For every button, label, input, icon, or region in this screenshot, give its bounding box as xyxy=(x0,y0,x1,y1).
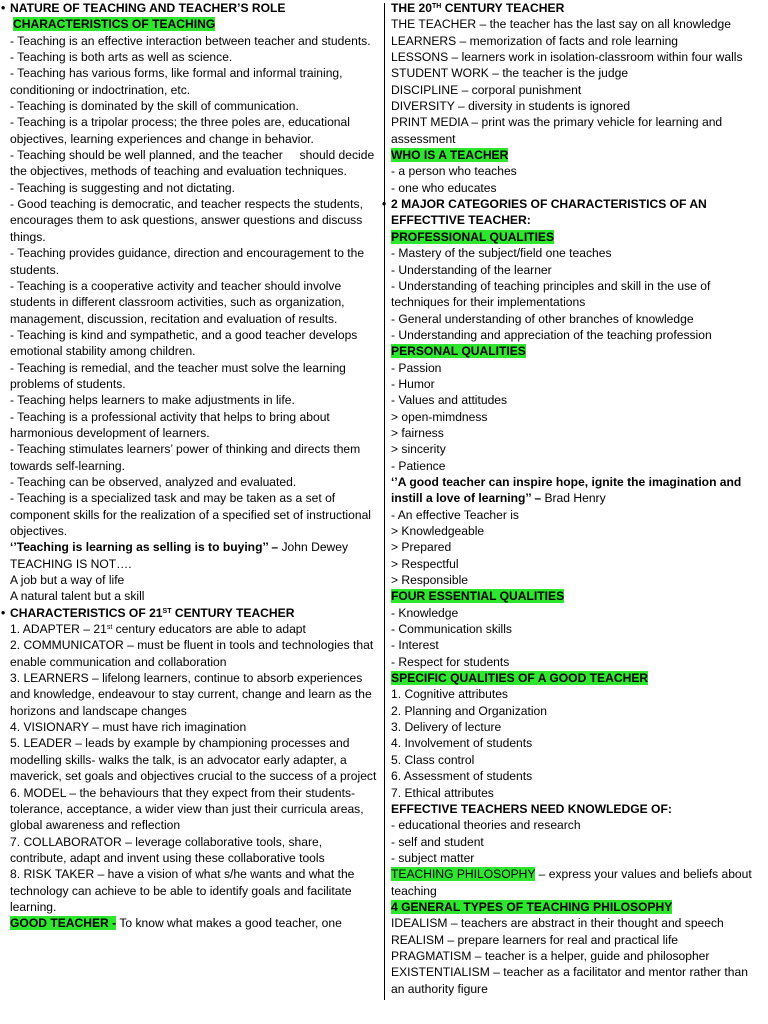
good-teacher-line: GOOD TEACHER - To know what makes a good teacher, one xyxy=(10,916,342,931)
list-item: - Knowledge xyxy=(391,605,459,620)
who-heading: WHO IS A TEACHER xyxy=(391,148,509,163)
list-item: A job but a way of life xyxy=(10,573,125,588)
list-item: 1. Cognitive attributes xyxy=(391,687,508,702)
list-item: - one who educates xyxy=(391,180,497,195)
quote-henry: ‘’A good teacher can inspire hope, ignite the imagination and instill a love of learning’’ – Brad Henry xyxy=(391,474,742,506)
list-item: REALISM – prepare learners for real and practical life xyxy=(391,932,679,947)
list-item: LEARNERS – memorization of facts and role learning xyxy=(391,33,679,48)
list-item: 7. Ethical attributes xyxy=(391,785,494,800)
list-item: THE TEACHER – the teacher has the last say on all knowledge xyxy=(391,17,731,32)
list-item: 2. COMMUNICATOR – must be fluent in tools and technologies that enable communication and collaboration xyxy=(10,638,374,669)
list-item: - subject matter xyxy=(391,850,475,865)
section-title: • NATURE OF TEACHING AND TEACHER’S ROLE xyxy=(1,1,286,15)
list-item: - Teaching is remedial, and the teacher must solve the learning problems of students. xyxy=(10,360,346,391)
list-item: - General understanding of other branches of knowledge xyxy=(391,311,694,326)
list-item: > Knowledgeable xyxy=(391,524,485,538)
c20-heading: THE 20TH CENTURY TEACHER xyxy=(391,1,565,15)
list-item: - Humor xyxy=(391,376,435,391)
list-item: - Understanding and appreciation of the teaching profession xyxy=(391,327,712,342)
list-item: - Teaching stimulates learners’ power of thinking and directs them towards self-learning. xyxy=(10,442,361,473)
list-item: A natural talent but a skill xyxy=(10,589,145,604)
list-item: - educational theories and research xyxy=(391,818,581,833)
characteristics-list xyxy=(10,33,380,540)
left-column xyxy=(1,0,380,932)
list-item: - Mastery of the subject/field one teaches xyxy=(391,246,612,261)
list-item: LESSONS – learners work in isolation-classroom within four walls xyxy=(391,50,743,65)
list-item: DISCIPLINE – corporal punishment xyxy=(391,82,582,97)
column-divider xyxy=(384,3,385,1000)
categories-heading: • 2 MAJOR CATEGORIES OF CHARACTERISTICS OF AN EFFECTTIVE TEACHER: xyxy=(382,197,707,228)
characteristics-heading: CHARACTERISTICS OF TEACHING xyxy=(13,17,216,32)
list-item: PRINT MEDIA – print was the primary vehicle for learning and assessment xyxy=(391,115,723,146)
professional-heading: PROFESSIONAL QUALITIES xyxy=(391,229,555,244)
list-item: - Teaching is an effective interaction between teacher and students. xyxy=(10,33,371,48)
list-item: 2. Planning and Organization xyxy=(391,703,547,718)
list-item: - Teaching is a professional activity that helps to bring about harmonious development of learners. xyxy=(10,409,330,440)
list-item: - Teaching is a specialized task and may be taken as a set of component skills for the realization of a specified set of instructional objectives. xyxy=(10,491,371,538)
list-item: 7. COLLABORATOR – leverage collaborative tools, share, contribute, adapt and invent using these collaborative tools xyxy=(10,834,325,865)
list-item: - Teaching is both arts as well as science. xyxy=(10,50,233,65)
list-item: > fairness xyxy=(391,425,444,440)
list-item: IDEALISM – teachers are abstract in their thought and speech xyxy=(391,916,724,931)
list-item: > Prepared xyxy=(391,540,452,555)
list-item: DIVERSITY – diversity in students is ignored xyxy=(391,99,631,114)
list-item: - Teaching can be observed, analyzed and evaluated. xyxy=(10,474,297,489)
list-item: 4. VISIONARY – must have rich imagination xyxy=(10,720,247,735)
list-item: - Respect for students xyxy=(391,654,510,669)
list-item: PRAGMATISM – teacher is a helper, guide and philosopher xyxy=(391,948,710,963)
right-column xyxy=(382,0,763,997)
list-item: - Patience xyxy=(391,458,446,473)
list-item: - Teaching is kind and sympathetic, and a good teacher develops emotional stability among children. xyxy=(10,327,358,359)
c21-heading: • CHARACTERISTICS OF 21ST CENTURY TEACHER xyxy=(1,605,295,620)
list-item: 5. Class control xyxy=(391,752,475,767)
list-item: - Understanding of the learner xyxy=(391,262,552,277)
list-item: 8. RISK TAKER – have a vision of what s/he wants and what the technology can achieve to be able to identify goals and facilitate learning. xyxy=(10,867,355,914)
list-item: 3. Delivery of lecture xyxy=(391,720,502,735)
list-item: - Teaching is suggesting and not dictating. xyxy=(10,180,236,195)
list-item: - Good teaching is democratic, and teacher respects the students, encourages them to ask questions, answer questions and discuss things. xyxy=(10,197,363,244)
list-item: - Passion xyxy=(391,360,442,375)
bullet-icon: • xyxy=(1,605,6,620)
list-item: - Teaching is a tripolar process; the three poles are, educational objectives, learning experiences and change in behavior. xyxy=(10,115,350,146)
specific-qualities-heading: SPECIFIC QUALITIES OF A GOOD TEACHER xyxy=(391,671,649,686)
list-item: 6. MODEL – the behaviours that they expect from their students-tolerance, acceptance, a wider view than just their curricula areas, global awareness and reflection xyxy=(10,785,364,833)
list-item: > Responsible xyxy=(391,573,468,588)
list-item: - Teaching helps learners to make adjustments in life. xyxy=(10,393,295,408)
four-qualities-heading: FOUR ESSENTIAL QUALITIES xyxy=(391,589,565,604)
list-item: 4. Involvement of students xyxy=(391,736,533,751)
list-item: > open-mimdness xyxy=(391,409,488,424)
bullet-icon: • xyxy=(1,1,6,15)
list-item: - Teaching has various forms, like formal and informal training, conditioning or indoctrination, etc. xyxy=(10,66,343,97)
list-item: EXISTENTIALISM – teacher as a facilitator and mentor rather than an authority figure xyxy=(391,965,748,996)
list-item: 5. LEADER – leads by example by championing processes and modelling skills- walks the talk, is an advocator early adapter, a maverick, set goals and objectives crucial to the success of a project xyxy=(10,736,377,784)
teaching-is-not-heading: TEACHING IS NOT…. xyxy=(10,556,132,571)
list-item: STUDENT WORK – the teacher is the judge xyxy=(391,66,629,81)
list-item: - Teaching is dominated by the skill of communication. xyxy=(10,99,299,114)
quote-dewey: ‘’Teaching is learning as selling is to buying’’ – John Dewey xyxy=(10,540,349,555)
list-item: - Teaching is a cooperative activity and teacher should involve students in different classroom activities, such as organization, management, discussion, recitation and evaluation of results. xyxy=(10,278,345,326)
effective-knowledge-heading: EFFECTIVE TEACHERS NEED KNOWLEDGE OF: xyxy=(391,801,672,816)
list-item: - An effective Teacher is xyxy=(391,507,519,522)
list-item: - Values and attitudes xyxy=(391,393,508,408)
list-item: - self and student xyxy=(391,834,484,849)
list-item: - Interest xyxy=(391,638,439,653)
list-item: - a person who teaches xyxy=(391,164,517,179)
bullet-icon: • xyxy=(382,197,387,212)
list-item: - Understanding of teaching principles and skill in the use of techniques for their implementations xyxy=(391,278,711,310)
philosophy-line: TEACHING PHILOSOPHY – express your values and beliefs about teaching xyxy=(391,867,752,898)
list-item: > Respectful xyxy=(391,556,459,571)
list-item: - Communication skills xyxy=(391,622,512,637)
personal-heading: PERSONAL QUALITIES xyxy=(391,344,526,359)
philosophy-types-heading: 4 GENERAL TYPES OF TEACHING PHILOSOPHY xyxy=(391,899,673,914)
list-item: > sincerity xyxy=(391,442,446,457)
list-item: 3. LEARNERS – lifelong learners, continue to absorb experiences and knowledge, endeavour to stay current, change and learn as the horizons and landscape changes xyxy=(10,671,372,718)
list-item: 6. Assessment of students xyxy=(391,769,533,784)
list-item: - Teaching should be well planned, and the teacher should decide the objectives, methods of teaching and evaluation techniques. xyxy=(10,148,378,179)
list-item: - Teaching provides guidance, direction and encouragement to the students. xyxy=(10,246,365,277)
list-item: 1. ADAPTER – 21st century educators are able to adapt xyxy=(10,622,306,637)
